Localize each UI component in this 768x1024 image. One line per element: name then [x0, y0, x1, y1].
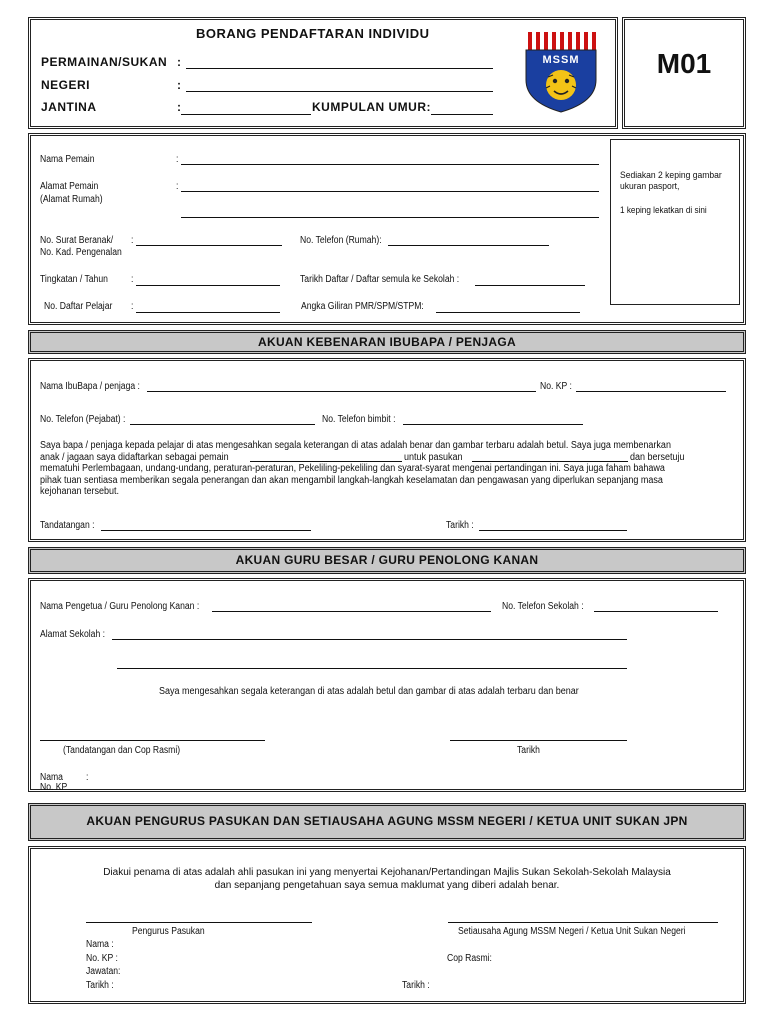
guru-pengesahan: Saya mengesahkan segala keterangan di atas adalah betul dan gambar di atas adalah terbaru dan benar: [159, 686, 579, 697]
ibubapa-para-line2a: anak / jagaan saya didaftarkan sebagai pemain: [40, 451, 229, 463]
label-tingkatan: Tingkatan / Tahun: [40, 274, 108, 285]
field-no-kp-ibubapa[interactable]: [576, 391, 726, 392]
pengurus-para-2: dan sepanjang pengetahuan saya semua maklumat yang diberi adalah benar.: [214, 880, 560, 891]
ibubapa-para-line2b: untuk pasukan: [404, 451, 463, 463]
label-surat-beranak: No. Surat Beranak/: [40, 235, 114, 246]
label-permainan: PERMAINAN/SUKAN: [41, 55, 168, 69]
photo-note-2: 1 keping lekatkan di sini: [620, 205, 707, 216]
label-nama-pemain: Nama Pemain: [40, 154, 95, 165]
field-alamat-sekolah-1[interactable]: [112, 639, 627, 640]
ibubapa-para-line5: kejohanan tersebut.: [40, 486, 120, 497]
field-tel-bimbit[interactable]: [403, 424, 583, 425]
field-surat-beranak[interactable]: [136, 245, 282, 246]
label-telefon-rumah: No. Telefon (Rumah):: [300, 235, 382, 246]
field-nama-ibubapa[interactable]: [147, 391, 536, 392]
colon-nama-pemain: :: [176, 154, 179, 165]
label-pengurus-pasukan: Pengurus Pasukan: [132, 926, 205, 937]
colon-jantina: :: [177, 100, 182, 114]
logo-text: MSSM: [542, 54, 580, 66]
pengurus-para-1: Diakui penama di atas adalah ahli pasukan ini yang menyertai Kejohanan/Pertandingan Majlis Sukan Sekolah-Sekolah Malaysia: [103, 867, 671, 878]
photo-box[interactable]: [610, 139, 740, 305]
field-negeri[interactable]: [186, 91, 493, 92]
label-no-kp-guru: No. KP: [40, 782, 68, 790]
label-alamat-rumah: (Alamat Rumah): [40, 194, 103, 205]
label-tarikh-pengurus: Tarikh :: [86, 980, 114, 991]
field-tel-pejabat[interactable]: [130, 424, 315, 425]
field-nama-pemain[interactable]: [181, 164, 599, 165]
logo-stripes: [526, 32, 596, 50]
label-tel-bimbit: No. Telefon bimbit :: [322, 414, 396, 425]
field-alamat-2[interactable]: [181, 217, 599, 218]
colon-nama-guru: :: [86, 772, 89, 783]
label-tel-pejabat: No. Telefon (Pejabat) :: [40, 414, 126, 425]
field-pemain-sukan[interactable]: [250, 461, 402, 462]
label-nama-guru: Nama: [40, 772, 63, 783]
colon-alamat: :: [176, 181, 179, 192]
field-tarikh-ibubapa[interactable]: [479, 530, 627, 531]
field-angka-giliran[interactable]: [436, 312, 580, 313]
field-tandatangan-setiausaha[interactable]: [448, 922, 718, 923]
label-tandatangan-ibubapa: Tandatangan :: [40, 520, 95, 531]
colon-no-daftar: :: [131, 301, 134, 312]
label-no-kp-pengurus: No. KP :: [86, 953, 118, 964]
colon-negeri: :: [177, 78, 182, 92]
field-permainan[interactable]: [186, 68, 493, 69]
form-code: M01: [656, 48, 712, 79]
field-nama-pengetua[interactable]: [212, 611, 491, 612]
label-kumpulan-umur: KUMPULAN UMUR:: [312, 100, 431, 114]
colon-surat: :: [131, 235, 134, 246]
label-tel-sekolah: No. Telefon Sekolah :: [502, 601, 584, 612]
label-nama-pengurus: Nama :: [86, 939, 114, 950]
field-kumpulan-umur[interactable]: [431, 114, 493, 115]
label-no-daftar: No. Daftar Pelajar: [44, 301, 113, 312]
field-alamat-sekolah-2[interactable]: [117, 668, 627, 669]
label-tarikh-guru: Tarikh: [517, 745, 540, 756]
field-no-daftar[interactable]: [136, 312, 280, 313]
field-alamat-1[interactable]: [181, 191, 599, 192]
field-tingkatan[interactable]: [136, 285, 280, 286]
field-telefon-rumah[interactable]: [388, 245, 549, 246]
label-kad-pengenalan: No. Kad. Pengenalan: [40, 247, 122, 258]
label-tarikh-setiausaha: Tarikh :: [402, 980, 430, 991]
form-title: BORANG PENDAFTARAN INDIVIDU: [196, 26, 430, 41]
field-tandatangan-guru[interactable]: [40, 740, 265, 741]
no-kp-guru-clip: [40, 782, 100, 790]
label-alamat-sekolah: Alamat Sekolah :: [40, 629, 106, 640]
field-jantina[interactable]: [181, 114, 311, 115]
band-guru: AKUAN GURU BESAR / GURU PENOLONG KANAN: [28, 547, 746, 574]
label-jantina: JANTINA: [41, 100, 97, 114]
band-pengurus: AKUAN PENGURUS PASUKAN DAN SETIAUSAHA AGUNG MSSM NEGERI / KETUA UNIT SUKAN JPN: [28, 803, 746, 841]
field-tandatangan-pengurus[interactable]: [86, 922, 312, 923]
label-cop-rasmi: Cop Rasmi:: [447, 953, 492, 964]
mssm-logo: [524, 30, 598, 114]
field-pasukan[interactable]: [472, 461, 628, 462]
label-no-kp-ibubapa: No. KP :: [540, 381, 572, 392]
label-tarikh-daftar: Tarikh Daftar / Daftar semula ke Sekolah :: [300, 274, 460, 285]
label-tarikh-ibubapa: Tarikh :: [446, 520, 474, 531]
colon-tingkatan: :: [131, 274, 134, 285]
ibubapa-para-line1: Saya bapa / penjaga kepada pelajar di atas mengesahkan segala keterangan di atas adalah benar dan gambar terbaru adalah betul. Saya juga membenarkan: [40, 440, 671, 451]
field-tarikh-guru[interactable]: [450, 740, 627, 741]
field-tarikh-daftar[interactable]: [475, 285, 585, 286]
label-nama-pengetua: Nama Pengetua / Guru Penolong Kanan :: [40, 601, 200, 612]
label-tandatangan-cop: (Tandatangan dan Cop Rasmi): [63, 745, 181, 756]
ibubapa-para-line2c: dan bersetuju: [630, 451, 685, 463]
label-jawatan-pengurus: Jawatan:: [86, 966, 121, 977]
label-angka-giliran: Angka Giliran PMR/SPM/STPM:: [301, 301, 424, 312]
ibubapa-para-line4: pihak tuan sentiasa memberikan segala penerangan dan akan mengambil langkah-langkah keselamatan dan pengawasan yang diperlukan sepanjang masa: [40, 474, 663, 486]
field-tel-sekolah[interactable]: [594, 611, 718, 612]
field-tandatangan-ibubapa[interactable]: [101, 530, 311, 531]
ibubapa-para-line3: mematuhi Perlembagaan, undang-undang, peraturan-peraturan, Pekeliling-pekeliling dan syarat-syarat mengenai pertandingan ini. Saya juga faham bahawa: [40, 463, 665, 474]
colon-permainan: :: [177, 55, 182, 69]
band-ibubapa: AKUAN KEBENARAN IBUBAPA / PENJAGA: [28, 330, 746, 354]
label-nama-ibubapa: Nama IbuBapa / penjaga :: [40, 381, 140, 392]
photo-note-1: Sediakan 2 keping gambar ukuran pasport,: [620, 170, 722, 192]
label-setiausaha: Setiausaha Agung MSSM Negeri / Ketua Unit Sukan Negeri: [458, 926, 686, 937]
label-alamat-pemain: Alamat Pemain: [40, 181, 99, 192]
label-negeri: NEGERI: [41, 78, 91, 92]
